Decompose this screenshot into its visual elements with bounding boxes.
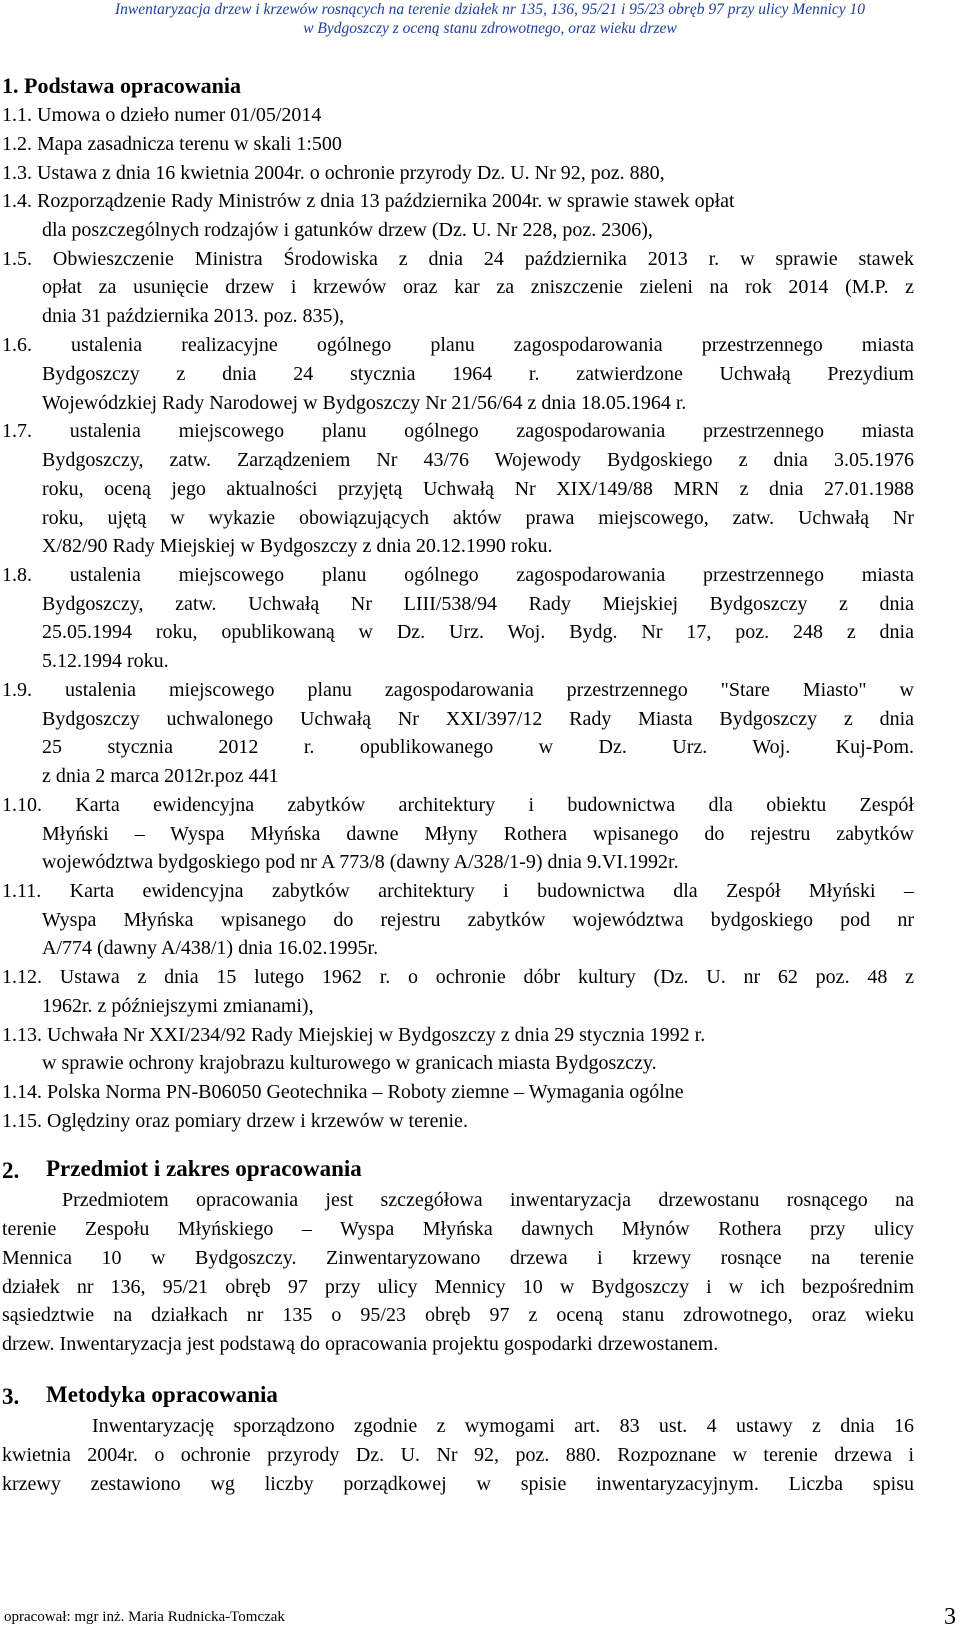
running-header — [0, 0, 960, 44]
header-line-1: Inwentaryzacja drzew i krzewów rosnących na terenie działek nr 135, 136, 95/21 i 95/23 obręb 97 przy ulicy Mennicy 10 — [114, 1, 866, 18]
list-item-continuation: Bydgoszczy z dnia 24 stycznia 1964 r. zatwierdzone Uchwałą Prezydium — [42, 363, 914, 385]
list-item-continuation: dla poszczególnych rodzajów i gatunków drzew (Dz. U. Nr 228, poz. 2306), — [42, 219, 653, 241]
paragraph-line: Mennica 10 w Bydgoszczy. Zinwentaryzowano drzewa i krzewy rosnące na terenie — [2, 1247, 914, 1269]
list-item: 1.3. Ustawa z dnia 16 kwietnia 2004r. o ochronie przyrody Dz. U. Nr 92, poz. 880, — [2, 162, 665, 184]
paragraph-line: kwietnia 2004r. o ochronie przyrody Dz. U. Nr 92, poz. 880. Rozpoznane w terenie drzewa i — [2, 1444, 914, 1466]
list-item-continuation: Wyspa Młyńska wpisanego do rejestru zabytków województwa bydgoskiego pod nr — [42, 909, 914, 931]
footer-author: opracował: mgr inż. Maria Rudnicka-Tomczak — [4, 1609, 285, 1625]
list-item: 1.5. Obwieszczenie Ministra Środowiska z dnia 24 października 2013 r. w sprawie stawek — [2, 248, 914, 270]
list-item-continuation: Młyński – Wyspa Młyńska dawne Młyny Rothera wpisanego do rejestru zabytków — [42, 823, 914, 845]
header-line-2: w Bydgoszczy z oceną stanu zdrowotnego, oraz wieku drzew — [303, 20, 677, 37]
list-item-continuation: X/82/90 Rady Miejskiej w Bydgoszczy z dnia 20.12.1990 roku. — [42, 535, 553, 557]
section-3-number: 3. — [2, 1384, 20, 1409]
list-item: 1.12. Ustawa z dnia 15 lutego 1962 r. o ochronie dóbr kultury (Dz. U. nr 62 poz. 48 z — [2, 966, 914, 988]
list-item: 1.11. Karta ewidencyjna zabytków architektury i budownictwa dla Zespół Młyński – — [2, 880, 914, 902]
list-item-continuation: 1962r. z późniejszymi zmianami), — [42, 995, 314, 1017]
list-item-continuation: 25.05.1994 roku, opublikowaną w Dz. Urz. Woj. Bydg. Nr 17, poz. 248 z dnia — [42, 621, 914, 643]
list-item-continuation: opłat za usunięcie drzew i krzewów oraz kar za zniszczenie zieleni na rok 2014 (M.P. z — [42, 276, 914, 298]
paragraph-line: drzew. Inwentaryzacja jest podstawą do opracowania projektu gospodarki drzewostanem. — [2, 1333, 719, 1355]
page-number: 3 — [944, 1604, 956, 1630]
list-item: 1.15. Oględziny oraz pomiary drzew i krzewów w terenie. — [2, 1110, 468, 1132]
list-item: 1.10. Karta ewidencyjna zabytków architektury i budownictwa dla obiektu Zespół — [2, 794, 914, 816]
list-item: 1.6. ustalenia realizacyjne ogólnego planu zagospodarowania przestrzennego miasta — [2, 334, 914, 356]
list-item: 1.2. Mapa zasadnicza terenu w skali 1:500 — [2, 133, 342, 155]
list-item: 1.9. ustalenia miejscowego planu zagospodarowania przestrzennego "Stare Miasto" w — [2, 679, 914, 701]
list-item-continuation: roku, ujętą w wykazie obowiązujących aktów prawa miejscowego, zatw. Uchwałą Nr — [42, 507, 914, 529]
list-item-continuation: z dnia 2 marca 2012r.poz 441 — [42, 765, 279, 787]
list-item-continuation: Bydgoszczy, zatw. Zarządzeniem Nr 43/76 Wojewody Bydgoskiego z dnia 3.05.1976 — [42, 449, 914, 471]
list-item-continuation: roku, oceną jego aktualności przyjętą Uchwałą Nr XIX/149/88 MRN z dnia 27.01.1988 — [42, 478, 914, 500]
list-item-continuation: Wojewódzkiej Rady Narodowej w Bydgoszczy Nr 21/56/64 z dnia 18.05.1964 r. — [42, 392, 687, 414]
list-item: 1.13. Uchwała Nr XXI/234/92 Rady Miejskiej w Bydgoszczy z dnia 29 stycznia 1992 r. — [2, 1024, 706, 1046]
section-1-title: 1. Podstawa opracowania — [2, 73, 241, 98]
section-3-title: Metodyka opracowania — [46, 1382, 278, 1407]
list-item: 1.8. ustalenia miejscowego planu ogólnego zagospodarowania przestrzennego miasta — [2, 564, 914, 586]
list-item-continuation: dnia 31 października 2013. poz. 835), — [42, 305, 345, 327]
paragraph-line: Przedmiotem opracowania jest szczegółowa inwentaryzacja drzewostanu rosnącego na — [62, 1189, 914, 1211]
paragraph-line: sąsiedztwie na działkach nr 135 o 95/23 obręb 97 z oceną stanu zdrowotnego, oraz wieku — [2, 1304, 914, 1326]
section-2-number: 2. — [2, 1158, 20, 1183]
list-item-continuation: A/774 (dawny A/438/1) dnia 16.02.1995r. — [42, 937, 379, 959]
list-item: 1.14. Polska Norma PN-B06050 Geotechnika – Roboty ziemne – Wymagania ogólne — [2, 1081, 684, 1103]
list-item-continuation: Bydgoszczy uchwalonego Uchwałą Nr XXI/397/12 Rady Miasta Bydgoszczy z dnia — [42, 708, 914, 730]
paragraph-line: Inwentaryzację sporządzono zgodnie z wymogami art. 83 ust. 4 ustawy z dnia 16 — [92, 1415, 914, 1437]
list-item: 1.7. ustalenia miejscowego planu ogólnego zagospodarowania przestrzennego miasta — [2, 420, 914, 442]
list-item-continuation: Bydgoszczy, zatw. Uchwałą Nr LIII/538/94 Rady Miejskiej Bydgoszczy z dnia — [42, 593, 914, 615]
paragraph-line: terenie Zespołu Młyńskiego – Wyspa Młyńska dawnych Młynów Rothera przy ulicy — [2, 1218, 914, 1240]
list-item: 1.1. Umowa o dzieło numer 01/05/2014 — [2, 104, 322, 126]
list-item-continuation: w sprawie ochrony krajobrazu kulturowego w granicach miasta Bydgoszczy. — [42, 1052, 657, 1074]
list-item-continuation: województwa bydgoskiego pod nr A 773/8 (dawny A/328/1-9) dnia 9.VI.1992r. — [42, 851, 679, 873]
list-item-continuation: 25 stycznia 2012 r. opublikowanego w Dz. Urz. Woj. Kuj-Pom. — [42, 736, 914, 758]
paragraph-line: krzewy zestawiono wg liczby porządkowej w spisie inwentaryzacyjnym. Liczba spisu — [2, 1473, 914, 1495]
list-item-continuation: 5.12.1994 roku. — [42, 650, 169, 672]
paragraph-line: działek nr 136, 95/21 obręb 97 przy ulicy Mennicy 10 w Bydgoszczy i w ich bezpośrednim — [2, 1276, 914, 1298]
section-2-title: Przedmiot i zakres opracowania — [46, 1156, 362, 1181]
list-item: 1.4. Rozporządzenie Rady Ministrów z dnia 13 października 2004r. w sprawie stawek opłat — [2, 190, 735, 212]
